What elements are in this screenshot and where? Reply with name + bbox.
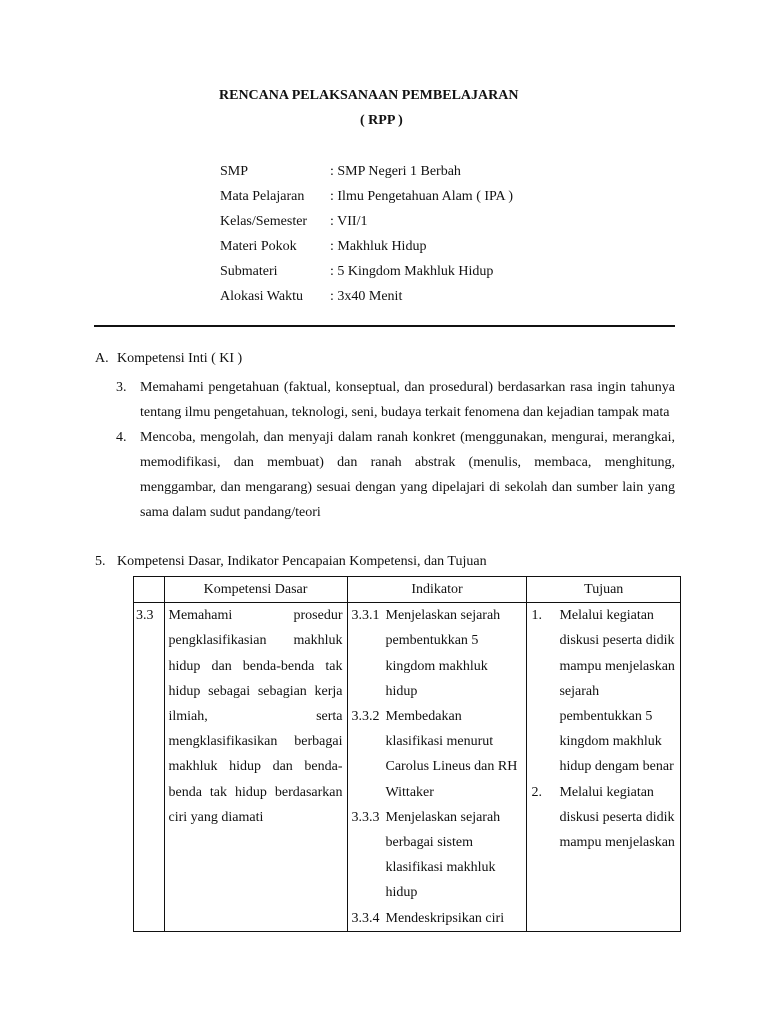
indikator-text: Membedakan klasifikasi menurut Carolus Lineus dan RH Wittaker	[385, 709, 518, 800]
list-item	[116, 425, 675, 525]
list-text: Mencoba, mengolah, dan menyaji dalam ranah konkret (menggunakan, mengurai, merangkai, memodifikasi, dan membuat) dan ranah abstrak (menulis, membaca, menghitung, menggambar, dan mengarang) sesuai dengan yang dipelajari di sekolah dan sumber lain yang sama dalam sudut pandang/teori	[140, 430, 675, 520]
table-row	[134, 603, 681, 932]
tujuan-item	[531, 780, 676, 856]
tujuan-number: 1.	[531, 608, 542, 624]
indikator-number: 3.3.3	[351, 809, 380, 825]
section-title: Kompetensi Dasar, Indikator Pencapaian Kompetensi, dan Tujuan	[117, 554, 487, 569]
tujuan-number: 2.	[531, 784, 542, 800]
info-row-subject	[220, 188, 513, 213]
table-header-row	[134, 577, 681, 603]
row-number: 3.3	[134, 603, 165, 932]
info-key: SMP	[220, 164, 249, 179]
section-label: 5.	[95, 554, 106, 569]
info-key: Materi Pokok	[220, 239, 297, 254]
indikator-number: 3.3.4	[351, 910, 380, 926]
info-row-time	[220, 288, 513, 313]
indikator-number: 3.3.1	[351, 608, 380, 624]
ki-list	[116, 375, 675, 525]
info-key: Kelas/Semester	[220, 214, 308, 229]
document-subtitle: ( RPP )	[360, 113, 403, 128]
list-item	[116, 375, 675, 425]
list-number: 3.	[116, 380, 127, 395]
column-header-no	[134, 577, 165, 603]
info-value: : 5 Kingdom Makhluk Hidup	[330, 264, 494, 279]
tujuan-cell	[527, 603, 681, 932]
indikator-text: Menjelaskan sejarah pembentukkan 5 kingdom makhluk hidup	[385, 608, 501, 699]
kompetensi-dasar-cell: Memahami prosedur pengklasifikasian makhluk hidup dan benda-benda tak hidup sebagai sebagian kerja ilmiah, serta mengklasifikasikan berbagai makhluk hidup dan benda-benda tak hidup berdasarkan ciri yang diamati	[164, 603, 347, 932]
info-value: : 3x40 Menit	[330, 289, 403, 304]
info-value: : Makhluk Hidup	[330, 239, 427, 254]
section-title: Kompetensi Inti ( KI )	[117, 351, 243, 366]
list-number: 4.	[116, 430, 127, 445]
info-value: : Ilmu Pengetahuan Alam ( IPA )	[330, 189, 514, 204]
info-row-topic	[220, 238, 513, 263]
section-5-heading	[95, 553, 487, 571]
info-key: Alokasi Waktu	[220, 289, 303, 304]
info-value: : SMP Negeri 1 Berbah	[330, 164, 461, 179]
indikator-cell	[347, 603, 527, 932]
column-header-tujuan: Tujuan	[527, 577, 681, 603]
info-key: Submateri	[220, 264, 278, 279]
column-header-kd: Kompetensi Dasar	[164, 577, 347, 603]
indikator-item	[352, 906, 523, 931]
section-a-heading	[95, 350, 242, 368]
info-row-subtopic	[220, 263, 513, 288]
info-value: : VII/1	[330, 214, 368, 229]
section-label: A.	[95, 351, 109, 366]
info-key: Mata Pelajaran	[220, 189, 305, 204]
indikator-item	[352, 603, 523, 704]
indikator-item	[352, 805, 523, 906]
identity-block	[220, 163, 513, 313]
tujuan-item	[531, 603, 676, 779]
list-text: Memahami pengetahuan (faktual, konseptual, dan prosedural) berdasarkan rasa ingin tahunya tentang ilmu pengetahuan, teknologi, seni, budaya terkait fenomena dan kejadian tampak mata	[140, 380, 675, 420]
indikator-text: Menjelaskan sejarah berbagai sistem klasifikasi makhluk hidup	[385, 809, 501, 901]
document-title: RENCANA PELAKSANAAN PEMBELAJARAN	[219, 88, 519, 103]
indikator-number: 3.3.2	[351, 709, 380, 725]
tujuan-text: Melalui kegiatan diskusi peserta didik mampu menjelaskan	[559, 784, 675, 851]
competency-table	[133, 576, 681, 932]
header-divider	[94, 325, 675, 327]
info-row-school	[220, 163, 513, 188]
tujuan-text: Melalui kegiatan diskusi peserta didik mampu menjelaskan sejarah pembentukkan 5 kingdom makhluk hidup dengam benar	[559, 608, 675, 775]
column-header-indikator: Indikator	[347, 577, 527, 603]
indikator-item	[352, 704, 523, 805]
indikator-text: Mendeskripsikan ciri	[385, 910, 505, 926]
info-row-class	[220, 213, 513, 238]
